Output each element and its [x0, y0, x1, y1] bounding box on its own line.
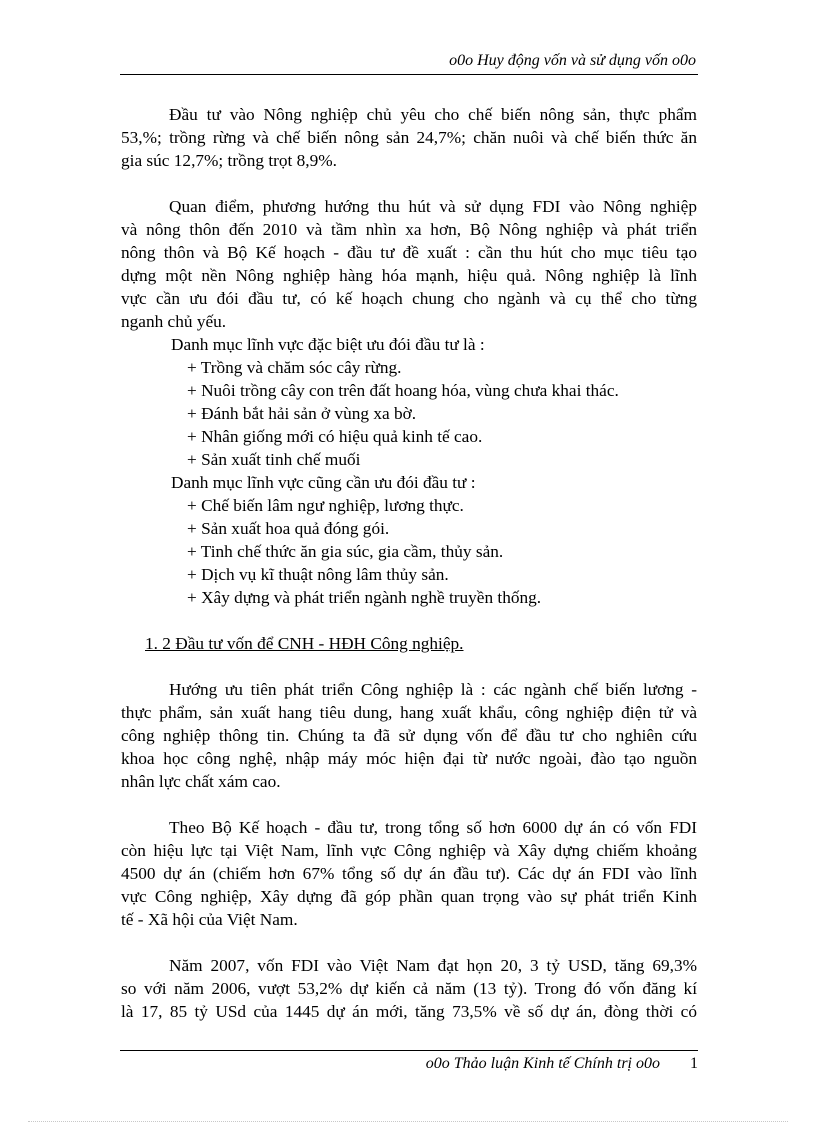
paragraph-line: 4500 dự án (chiếm hơn 67% tổng số dự án đầu tư). Các dự án FDI vào lĩnh — [121, 864, 697, 883]
paragraph-line: vực Công nghiệp, Xây dựng đã góp phần quan trọng vào sự phát triển Kinh — [121, 887, 697, 906]
list-item: + Xây dựng và phát triển ngành nghề truyền thống. — [187, 588, 542, 607]
paragraph-line: khoa học công nghệ, nhập máy móc hiện đại từ nước ngoài, đào tạo nguồn — [121, 749, 697, 768]
page-edge-divider — [28, 1121, 788, 1122]
paragraph-line: Năm 2007, vốn FDI vào Việt Nam đạt họn 20, 3 tỷ USD, tăng 69,3% — [169, 956, 697, 975]
paragraph-line: Hướng ưu tiên phát triển Công nghiệp là : các ngành chế biến lương - — [169, 680, 697, 699]
paragraph-line: Đầu tư vào Nông nghiệp chủ yêu cho chế biến nông sản, thực phẩm — [169, 105, 697, 124]
list-heading: Danh mục lĩnh vực đặc biệt ưu đói đầu tư là : — [171, 335, 485, 354]
list-item: + Sản xuất hoa quả đóng gói. — [187, 519, 390, 538]
list-heading: Danh mục lĩnh vực cũng cần ưu đói đầu tư : — [171, 473, 476, 492]
list-item: + Nuôi trồng cây con trên đất hoang hóa, vùng chưa khai thác. — [187, 381, 619, 400]
paragraph-line: 53,%; trồng rừng và chế biến nông sản 24,7%; chăn nuôi và chế biến thức ăn — [121, 128, 697, 147]
paragraph-line: là 17, 85 tỷ USd của 1445 dự án mới, tăng 73,5% về số dự án, đòng thời có — [121, 1002, 697, 1021]
header-text: o0o Huy động vốn và sử dụng vốn o0o — [449, 52, 696, 69]
page-header — [120, 50, 698, 75]
list-item: + Trồng và chăm sóc cây rừng. — [187, 358, 402, 377]
paragraph-line: công nghiệp thông tin. Chúng ta đã sử dụng vốn để đầu tư cho nghiên cứu — [121, 726, 697, 745]
page-number: 1 — [690, 1055, 698, 1072]
list-item: + Tinh chế thức ăn gia súc, gia cầm, thủy sản. — [187, 542, 504, 561]
paragraph-line: dựng một nền Nông nghiệp hàng hóa mạnh, hiệu quả. Nông nghiệp là lĩnh — [121, 266, 697, 285]
page-body — [121, 103, 697, 1023]
list-item: + Dịch vụ kĩ thuật nông lâm thủy sản. — [187, 565, 449, 584]
paragraph-line: nganh chủ yếu. — [121, 312, 227, 331]
list-item: + Đánh bắt hải sản ở vùng xa bờ. — [187, 404, 417, 423]
footer-text: o0o Thảo luận Kinh tế Chính trị o0o — [425, 1055, 660, 1072]
paragraph-line: so với năm 2006, vượt 53,2% dự kiến cả năm (13 tỷ). Trong đó vốn đăng kí — [121, 979, 697, 998]
paragraph-line: còn hiệu lực tại Việt Nam, lĩnh vực Công nghiệp và Xây dựng chiếm khoảng — [121, 841, 697, 860]
list-item: + Nhân giống mới có hiệu quả kinh tế cao. — [187, 427, 483, 446]
paragraph-line: thực phẩm, sản xuất hang tiêu dung, hang xuất khẩu, công nghiệp điện tử và — [121, 703, 697, 722]
paragraph-line: gia súc 12,7%; trồng trọt 8,9%. — [121, 151, 337, 170]
paragraph-line: tế - Xã hội của Việt Nam. — [121, 910, 298, 929]
list-item: + Chế biến lâm ngư nghiệp, lương thực. — [187, 496, 464, 515]
page-footer — [120, 1050, 698, 1075]
paragraph-line: vực cần ưu đói đầu tư, có kế hoạch chung cho ngành và cụ thể cho từng — [121, 289, 697, 308]
paragraph-line: Theo Bộ Kế hoạch - đầu tư, trong tổng số hơn 6000 dự án có vốn FDI — [169, 818, 697, 837]
list-item: + Sản xuất tinh chế muối — [187, 450, 361, 469]
paragraph-line: nhân lực chất xám cao. — [121, 772, 281, 791]
paragraph-line: và nông thôn đến 2010 và tầm nhìn xa hơn, Bộ Nông nghiệp và phát triển — [121, 220, 697, 239]
paragraph-line: nông thôn và Bộ Kế hoạch - đầu tư đề xuất : cần thu hút cho mục tiêu tạo — [121, 243, 697, 262]
paragraph-line: Quan điểm, phương hướng thu hút và sử dụng FDI vào Nông nghiệp — [169, 197, 697, 216]
section-title: 1. 2 Đầu tư vốn để CNH - HĐH Công nghiệp. — [145, 634, 464, 653]
